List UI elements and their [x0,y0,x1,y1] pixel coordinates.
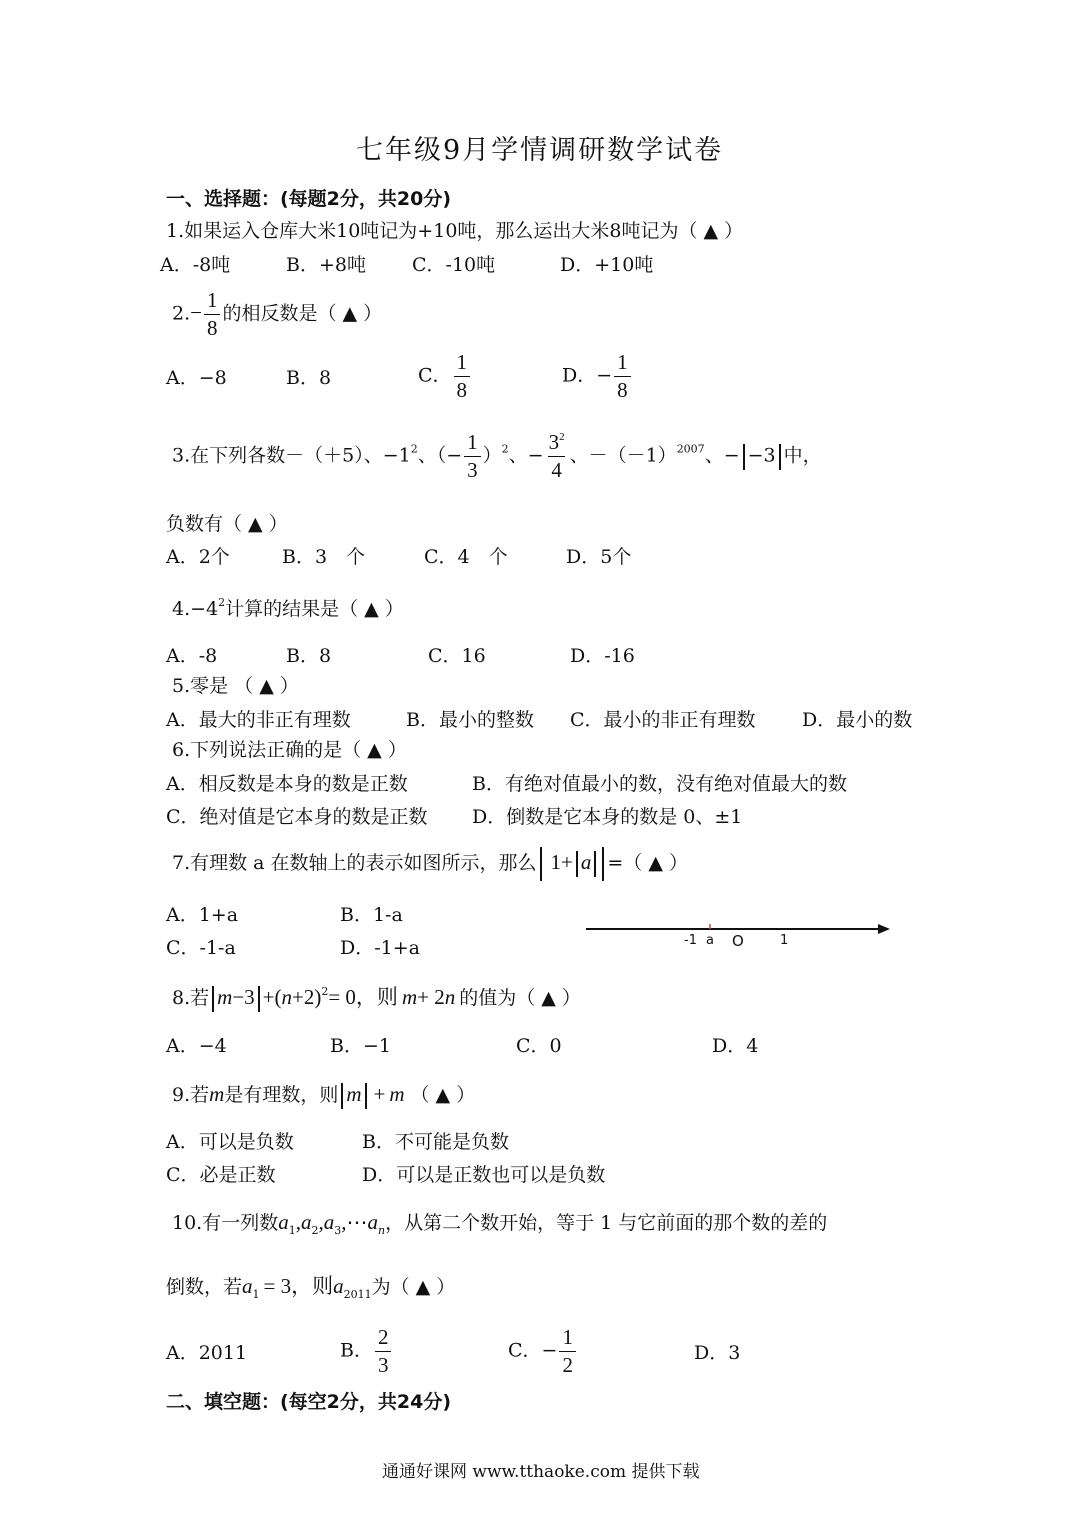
question-10-option-b: B． $\frac{2}{3}$ [340,1327,393,1376]
question-1-option-b: B．+8吨 [286,254,366,276]
q10-c-fraction: $\frac{1}{2}$ [559,1327,576,1376]
question-3-option-b: B．3 个 [282,546,366,568]
q2-d-fraction: $\frac{1}{8}$ [614,352,631,401]
abs-bar [341,1083,343,1109]
question-2-option-d: D．− $\frac{1}{8}$ [562,352,633,401]
question-8-stem: 8.若 $m-3 +(n+2)^2= 0$，则 m+ 2n 的值为（ ▲ ） [172,981,581,1012]
question-5-option-d: D．最小的数 [802,709,913,731]
question-10-stem: 10.有一列数$a_1,a_2,a_3,\cdots a_n$，从第二个数开始，等于 1 与它前面的那个数的差的 [172,1210,828,1237]
q3-fraction-one-third: $\frac{1}{3}$ [464,432,481,481]
question-7-option-c: C．-1-a [166,937,236,959]
q3-fraction-three-squared-over-four: $\frac{3^2}{4}$ [548,430,565,482]
question-7-option-d: D．-1+a [340,937,420,959]
question-10-continuation: 倒数，若$a_1 = 3$，则$a_{2011}$为（ ▲ ） [166,1274,456,1301]
abs-bar [212,986,214,1012]
section-choice-heading: 一、选择题：(每题2分，共20分) [166,188,452,210]
q10-b-fraction: $\frac{2}{3}$ [375,1327,392,1376]
question-5-option-b: B．最小的整数 [406,709,534,731]
page-title: 七年级9月学情调研数学试卷 [356,135,724,166]
question-4-option-b: B．8 [286,645,332,667]
question-4-option-c: C．16 [428,645,486,667]
question-6-option-c: C．绝对值是它本身的数是正数 [166,806,428,828]
question-9-option-d: D．可以是正数也可以是负数 [362,1164,606,1186]
question-4-option-d: D．-16 [570,645,635,667]
number-line-label-one: 1 [780,933,789,948]
q2-tail: 的相反数是（ ▲ ） [222,302,383,325]
q2-minus: − [190,300,202,325]
q2-fraction: $\frac{1}{8}$ [204,290,221,339]
abs-bar [258,986,260,1012]
question-3-option-d: D．5个 [566,546,632,568]
abs-bar [743,444,745,470]
question-4-stem: $4.-4^2$计算的结果是（ ▲ ） [172,596,404,620]
section-fill-heading: 二、填空题：(每空2分，共24分) [166,1391,452,1413]
question-3-option-a: A．2个 [166,546,230,568]
number-line-label-origin: O [732,932,744,950]
question-1-option-c: C．-10吨 [412,254,496,276]
abs-bar-outer-right [602,847,604,881]
question-10-option-a: A．2011 [166,1342,248,1364]
footer-credit: 通通好课网 www.tthaoke.com 提供下载 [382,1462,700,1482]
question-3-continuation: 负数有（ ▲ ） [166,513,288,535]
question-2-stem [172,290,382,339]
question-2-option-b: B．8 [286,367,332,389]
number-line-label-minus-one: -1 [684,933,697,948]
question-5-stem: 5.零是 （ ▲ ） [172,675,299,697]
question-6-option-b: B．有绝对值最小的数，没有绝对值最大的数 [472,773,847,795]
question-10-option-d: D．3 [694,1342,741,1364]
question-1-option-a: A．-8吨 [160,254,231,276]
question-4-option-a: A．-8 [166,645,218,667]
question-7-option-b: B．1-a [340,904,403,926]
question-2-option-a: A．−8 [166,367,227,389]
question-8-option-b: B．−1 [330,1035,391,1057]
question-3-stem: 3.在下列各数－（＋5）、$-1^2$、（− $\frac{1}{3}$ ）$^2$、− $\frac{3^2}{4}$ 、$-(-1)^{2007}$、− −3 中， [172,430,822,482]
question-7-option-a: A．1+a [166,904,239,926]
question-6-option-a: A．相反数是本身的数是正数 [166,773,408,795]
q2-num: 2. [172,302,191,325]
question-3-option-c: C．4 个 [424,546,508,568]
question-2-option-c: C． $\frac{1}{8}$ [418,352,472,401]
question-7-stem: 7.有理数 a 在数轴上的表示如图所示，那么 1+ a =（ ▲ ） [172,847,688,881]
question-10-option-c: C．− $\frac{1}{2}$ [508,1327,578,1376]
abs-bar [365,1083,367,1109]
number-line-arrow-icon [878,924,890,934]
question-9-stem: 9.若m是有理数，则 m + m （ ▲ ） [172,1080,475,1109]
question-5-option-a: A．最大的非正有理数 [166,709,351,731]
abs-bar [779,444,781,470]
question-8-option-a: A．−4 [166,1035,227,1057]
question-9-option-b: B．不可能是负数 [362,1131,509,1153]
question-9-option-a: A．可以是负数 [166,1131,294,1153]
question-1-stem: 1.如果运入仓库大米10吨记为+10吨，那么运出大米8吨记为（ ▲ ） [166,220,744,242]
question-5-option-c: C．最小的非正有理数 [570,709,756,731]
question-9-option-c: C．必是正数 [166,1164,276,1186]
abs-bar-inner-left [576,851,578,877]
question-8-option-c: C．0 [516,1035,562,1057]
question-8-option-d: D．4 [712,1035,759,1057]
question-1-option-d: D．+10吨 [560,254,654,276]
number-line-label-a: a [706,933,714,948]
q2-c-fraction: $\frac{1}{8}$ [454,352,471,401]
question-6-stem: 6.下列说法正确的是（ ▲ ） [172,739,407,761]
question-6-option-d: D．倒数是它本身的数是 0、±1 [472,806,743,828]
abs-bar-inner-right [594,851,596,877]
abs-bar-outer-left [540,847,542,881]
